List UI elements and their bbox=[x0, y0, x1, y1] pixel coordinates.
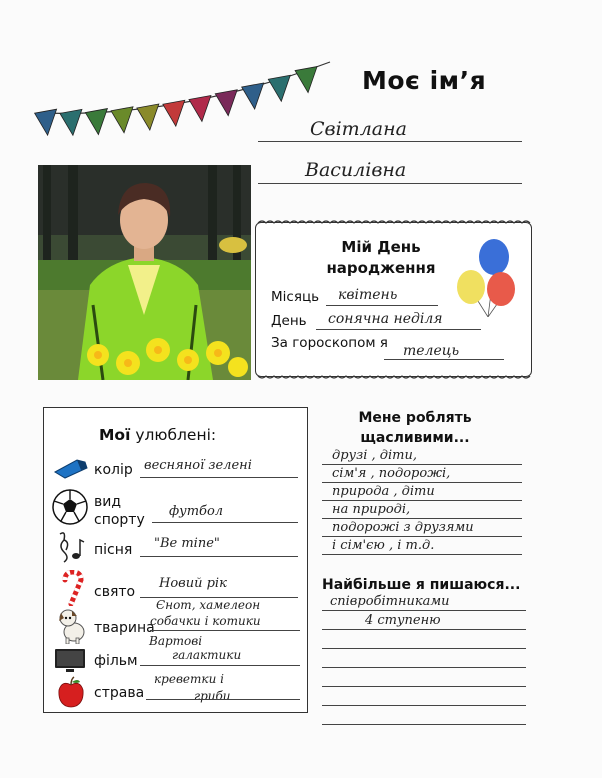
month-line bbox=[326, 305, 438, 306]
proud-line bbox=[322, 705, 526, 706]
first-name-line bbox=[258, 141, 522, 142]
pennant-flag bbox=[268, 75, 290, 101]
pennant-flag bbox=[111, 107, 133, 133]
pennant-flag bbox=[189, 95, 211, 121]
happy-line-text: і сім'єю , і т.д. bbox=[332, 538, 435, 553]
happy-line bbox=[322, 500, 522, 501]
day-label: День bbox=[271, 313, 307, 329]
food-value-2: гриби bbox=[194, 689, 231, 703]
film-value-1: Вартові bbox=[149, 634, 203, 648]
color-label: колір bbox=[94, 462, 133, 478]
film-label: фільм bbox=[94, 653, 138, 669]
first-name-value: Світлана bbox=[310, 118, 407, 140]
proud-line bbox=[322, 724, 526, 725]
portrait-photo bbox=[38, 165, 251, 380]
happy-title-line1: Мене роблять bbox=[358, 410, 472, 426]
bunting-garland bbox=[0, 0, 602, 160]
horoscope-value: телець bbox=[403, 343, 460, 359]
happy-line-text: подорожі з друзями bbox=[332, 520, 474, 535]
pennant-flag bbox=[163, 100, 185, 126]
animal-value-2: собачки і котики bbox=[150, 614, 261, 628]
proud-line bbox=[322, 610, 526, 611]
animal-value-1: Єнот, хамелеон bbox=[156, 598, 261, 612]
film-line bbox=[140, 665, 300, 666]
candy-cane-icon bbox=[57, 570, 87, 606]
birthday-title-line2: народження bbox=[326, 259, 436, 277]
favorites-title-rest: улюблені: bbox=[130, 426, 217, 444]
happy-line bbox=[322, 482, 522, 483]
sport-label-2: спорту bbox=[94, 512, 145, 528]
sport-line bbox=[152, 522, 298, 523]
song-line bbox=[140, 556, 298, 557]
proud-line bbox=[322, 686, 526, 687]
pennant-flag bbox=[85, 109, 107, 135]
horoscope-label: За гороскопом я bbox=[271, 335, 388, 351]
favorites-title bbox=[99, 426, 216, 444]
birthday-title bbox=[326, 237, 436, 279]
animal-label: тварина bbox=[94, 620, 155, 636]
happy-title-line2: щасливими... bbox=[360, 430, 470, 446]
happy-line-text: на природі, bbox=[332, 502, 411, 517]
dog-icon bbox=[54, 606, 88, 644]
happy-line-text: природа , діти bbox=[332, 484, 435, 499]
proud-line bbox=[322, 629, 526, 630]
food-line bbox=[146, 699, 300, 700]
pennant-flag bbox=[215, 90, 237, 116]
middle-name-value: Василівна bbox=[305, 159, 407, 181]
horoscope-line bbox=[384, 359, 504, 360]
birthday-box bbox=[255, 222, 532, 377]
food-label: страва bbox=[94, 685, 145, 701]
proud-title: Найбільше я пишаюся... bbox=[322, 577, 521, 593]
song-label: пісня bbox=[94, 542, 133, 558]
favorites-title-bold: Мої bbox=[99, 426, 131, 444]
happy-line bbox=[322, 536, 522, 537]
music-notes-icon bbox=[56, 530, 86, 566]
middle-name-line bbox=[258, 183, 522, 184]
crayon-icon bbox=[53, 456, 89, 480]
month-label: Місяць bbox=[271, 289, 320, 305]
tv-icon bbox=[54, 648, 86, 674]
proud-line bbox=[322, 648, 526, 649]
animal-line bbox=[150, 630, 300, 631]
page-title: Моє ім’я bbox=[362, 66, 487, 95]
day-value: сонячна неділя bbox=[328, 311, 443, 327]
day-line bbox=[316, 329, 481, 330]
pennant-flag bbox=[295, 67, 317, 93]
happy-line bbox=[322, 554, 522, 555]
pennant-flag bbox=[35, 109, 57, 135]
food-value-1: креветки і bbox=[154, 672, 224, 686]
sport-value: футбол bbox=[169, 504, 224, 519]
holiday-label: свято bbox=[94, 584, 136, 600]
balloons-icon bbox=[456, 237, 520, 317]
happy-line-text: сім'я , подорожі, bbox=[332, 466, 451, 481]
proud-line bbox=[322, 667, 526, 668]
birthday-title-line1: Мій День bbox=[341, 238, 421, 256]
pennant-flag bbox=[242, 83, 264, 109]
sport-label-1: вид bbox=[94, 494, 122, 510]
happy-line-text: друзі , діти, bbox=[332, 448, 417, 463]
holiday-value: Новий рік bbox=[159, 576, 227, 591]
happy-line bbox=[322, 518, 522, 519]
film-value-2: галактики bbox=[172, 648, 242, 662]
proud-line-text: 4 ступеню bbox=[365, 613, 441, 628]
color-value: весняної зелені bbox=[144, 458, 252, 473]
happy-title bbox=[350, 408, 480, 448]
pennant-flag bbox=[60, 109, 82, 135]
apple-icon bbox=[56, 676, 86, 708]
month-value: квітень bbox=[338, 287, 398, 303]
favorites-box bbox=[43, 407, 308, 713]
soccer-ball-icon bbox=[51, 488, 89, 526]
song-value: "Be mine" bbox=[154, 536, 220, 551]
happy-line bbox=[322, 464, 522, 465]
pennant-flag bbox=[137, 104, 159, 130]
proud-line-text: співробітниками bbox=[330, 594, 450, 609]
color-line bbox=[140, 477, 298, 478]
